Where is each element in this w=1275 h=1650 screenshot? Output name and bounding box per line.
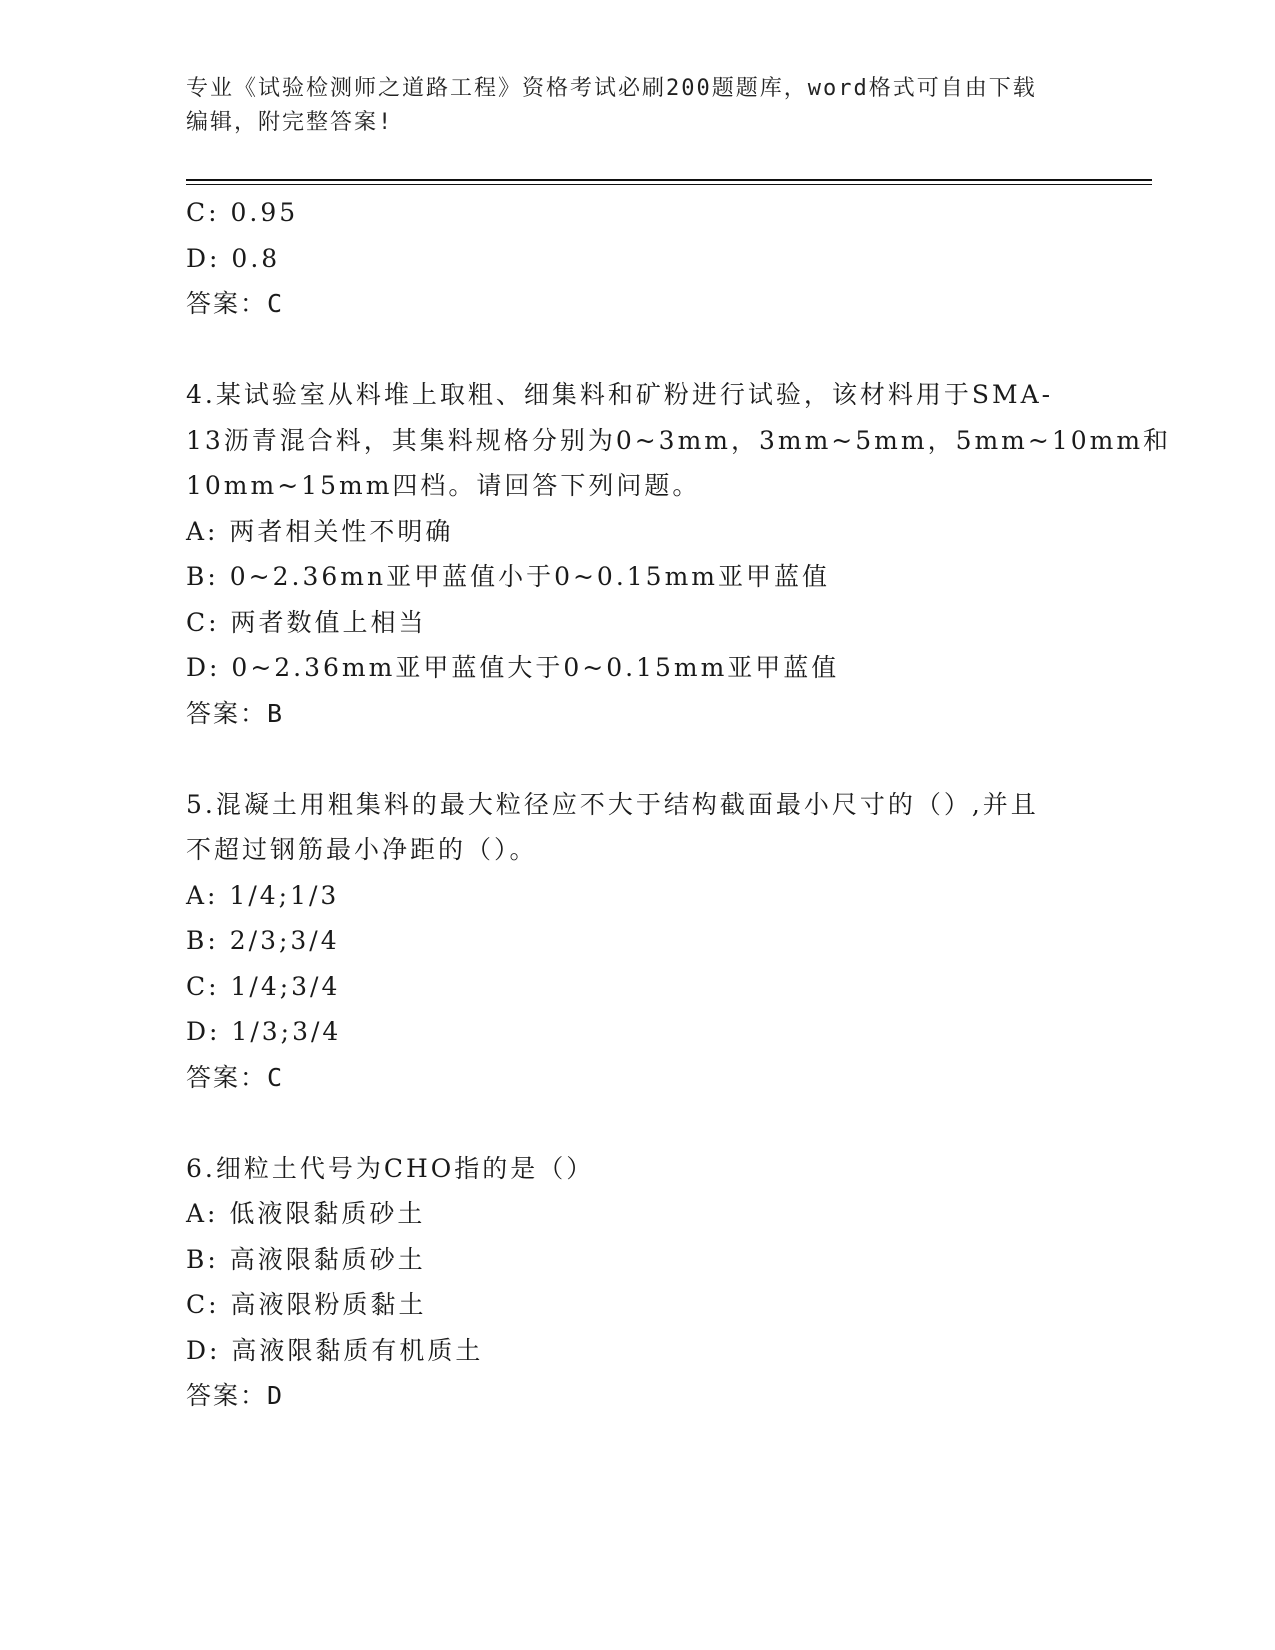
- spacer: [186, 736, 1086, 782]
- question-6: [186, 1146, 1086, 1419]
- q6-stem-line-1: 6.细粒土代号为CHO指的是（）: [186, 1153, 595, 1183]
- q5-option-a: A: 1/4;1/3: [186, 880, 340, 910]
- q6-answer: 答案：D: [186, 1381, 285, 1410]
- question-3-tail: [186, 190, 1086, 327]
- q4-stem-line-1: 4.某试验室从料堆上取粗、细集料和矿粉进行试验，该材料用于SMA-: [186, 380, 1054, 409]
- q5-stem-line-1: 5.混凝土用粗集料的最大粒径应不大于结构截面最小尺寸的（）,并且: [186, 789, 1039, 819]
- q6-option-c: C: 高液限粉质黏土: [186, 1290, 427, 1319]
- q3-option-c: C: 0.95: [186, 198, 299, 227]
- q5-stem-line-2: 不超过钢筋最小净距的（）。: [186, 835, 538, 864]
- q5-option-b: B: 2/3;3/4: [186, 926, 340, 955]
- header-line-2: 编辑，附完整答案!: [186, 110, 394, 135]
- header-divider-thin: [186, 184, 1152, 185]
- q3-answer: 答案：C: [186, 289, 285, 318]
- header-line-1: 专业《试验检测师之道路工程》资格考试必刷200题题库，word格式可自由下载: [186, 76, 1037, 101]
- q6-option-a: A: 低液限黏质砂土: [186, 1199, 426, 1228]
- header-divider-thick: [186, 179, 1152, 181]
- q5-option-d: D: 1/3;3/4: [186, 1017, 342, 1046]
- question-5: [186, 782, 1086, 1101]
- spacer: [186, 1100, 1086, 1146]
- q4-option-c: C: 两者数值上相当: [186, 607, 427, 637]
- q4-option-a: A: 两者相关性不明确: [186, 516, 454, 546]
- q5-option-c: C: 1/4;3/4: [186, 971, 341, 1001]
- q6-option-b: B: 高液限黏质砂土: [186, 1244, 426, 1274]
- q4-stem-line-3: 10mm~15mm四档。请回答下列问题。: [186, 471, 701, 500]
- q4-stem-line-2: 13沥青混合料，其集料规格分别为0~3mm，3mm~5mm，5mm~10mm和: [186, 425, 1172, 455]
- q4-option-d: D: 0~2.36mm亚甲蓝值大于0~0.15mm亚甲蓝值: [186, 653, 840, 682]
- question-list: [186, 190, 1172, 1419]
- document-header: [186, 72, 1086, 140]
- q6-option-d: D: 高液限黏质有机质土: [186, 1335, 484, 1365]
- q4-option-b: B: 0~2.36mn亚甲蓝值小于0~0.15mm亚甲蓝值: [186, 562, 830, 591]
- q4-answer: 答案：B: [186, 698, 285, 728]
- spacer: [186, 327, 1086, 373]
- question-4: [186, 372, 1172, 736]
- q3-option-d: D: 0.8: [186, 243, 281, 273]
- q5-answer: 答案：C: [186, 1062, 285, 1092]
